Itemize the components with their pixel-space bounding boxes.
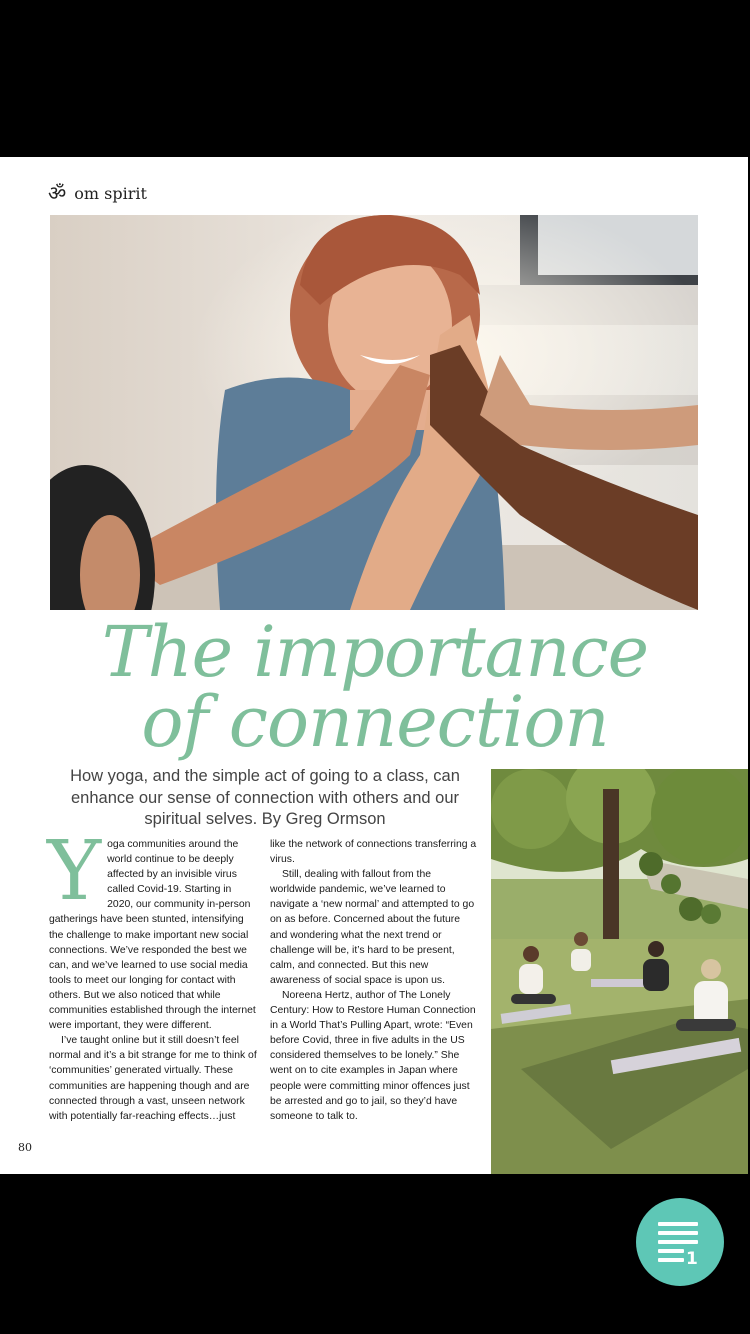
hero-photo-illustration xyxy=(50,215,698,610)
body-column-2 xyxy=(270,837,480,1124)
body-column-1 xyxy=(47,824,259,1124)
title-line-1: The importance xyxy=(101,611,649,693)
paragraph: oga communities around the world continue to be deeply affected by an invisible virus called Covid-19. Starting in 2020, our community in-person gatherings have been stunted, intensifying the challenge to make important new social connections. We’ve responded the best we can, and we’ve learned to use social media tools to meet our longing for contact with others. But we also noticed that while communities established through the internet were important, they were different. xyxy=(49,839,256,1032)
section-label: om spirit xyxy=(74,183,147,203)
article-title xyxy=(0,611,748,763)
fab-count-badge: 1 xyxy=(686,1249,698,1269)
drop-cap: Y xyxy=(47,824,102,919)
standfirst: How yoga, and the simple act of going to a class, can enhance our sense of connection with others and our spiritual selves. By Greg Ormson xyxy=(70,767,460,828)
title-line-2: of connection xyxy=(141,681,609,763)
paragraph: like the network of connections transferring a virus. xyxy=(270,839,477,866)
paragraph: I’ve taught online but it still doesn’t feel normal and it’s a bit strange for me to think of ‘communities’ generated virtually. These communities are happening though and are connected through a vast, unseen network with potentially far-reaching effects…just xyxy=(49,1035,257,1122)
section-tag xyxy=(48,183,147,203)
om-icon: ॐ xyxy=(48,181,67,205)
page-number: 80 xyxy=(18,1141,32,1154)
paragraph: Still, dealing with fallout from the worldwide pandemic, we’ve learned to navigate a ‘new normal’ and attempted to go on as before. Concerned about the future and wondering what the next trend or challenge will be, it’s hard to be present, calm, and connected. But this new awareness of social space is upon us. xyxy=(270,869,475,986)
yoga-park-photo xyxy=(491,769,748,1174)
hero-photo xyxy=(50,215,698,610)
magazine-page xyxy=(0,157,748,1174)
paragraph: Noreena Hertz, author of The Lonely Century: How to Restore Human Connection in a World That’s Pulling Apart, wrote: “Even before Covid, three in five adults in the US considered themselves to be lonely.” She went on to cite examples in Japan where people were committing minor offences just be arrested and go to jail, so they’d have someone to talk to. xyxy=(270,989,476,1122)
yoga-park-illustration xyxy=(491,769,748,1174)
table-of-contents-button[interactable] xyxy=(636,1198,724,1286)
